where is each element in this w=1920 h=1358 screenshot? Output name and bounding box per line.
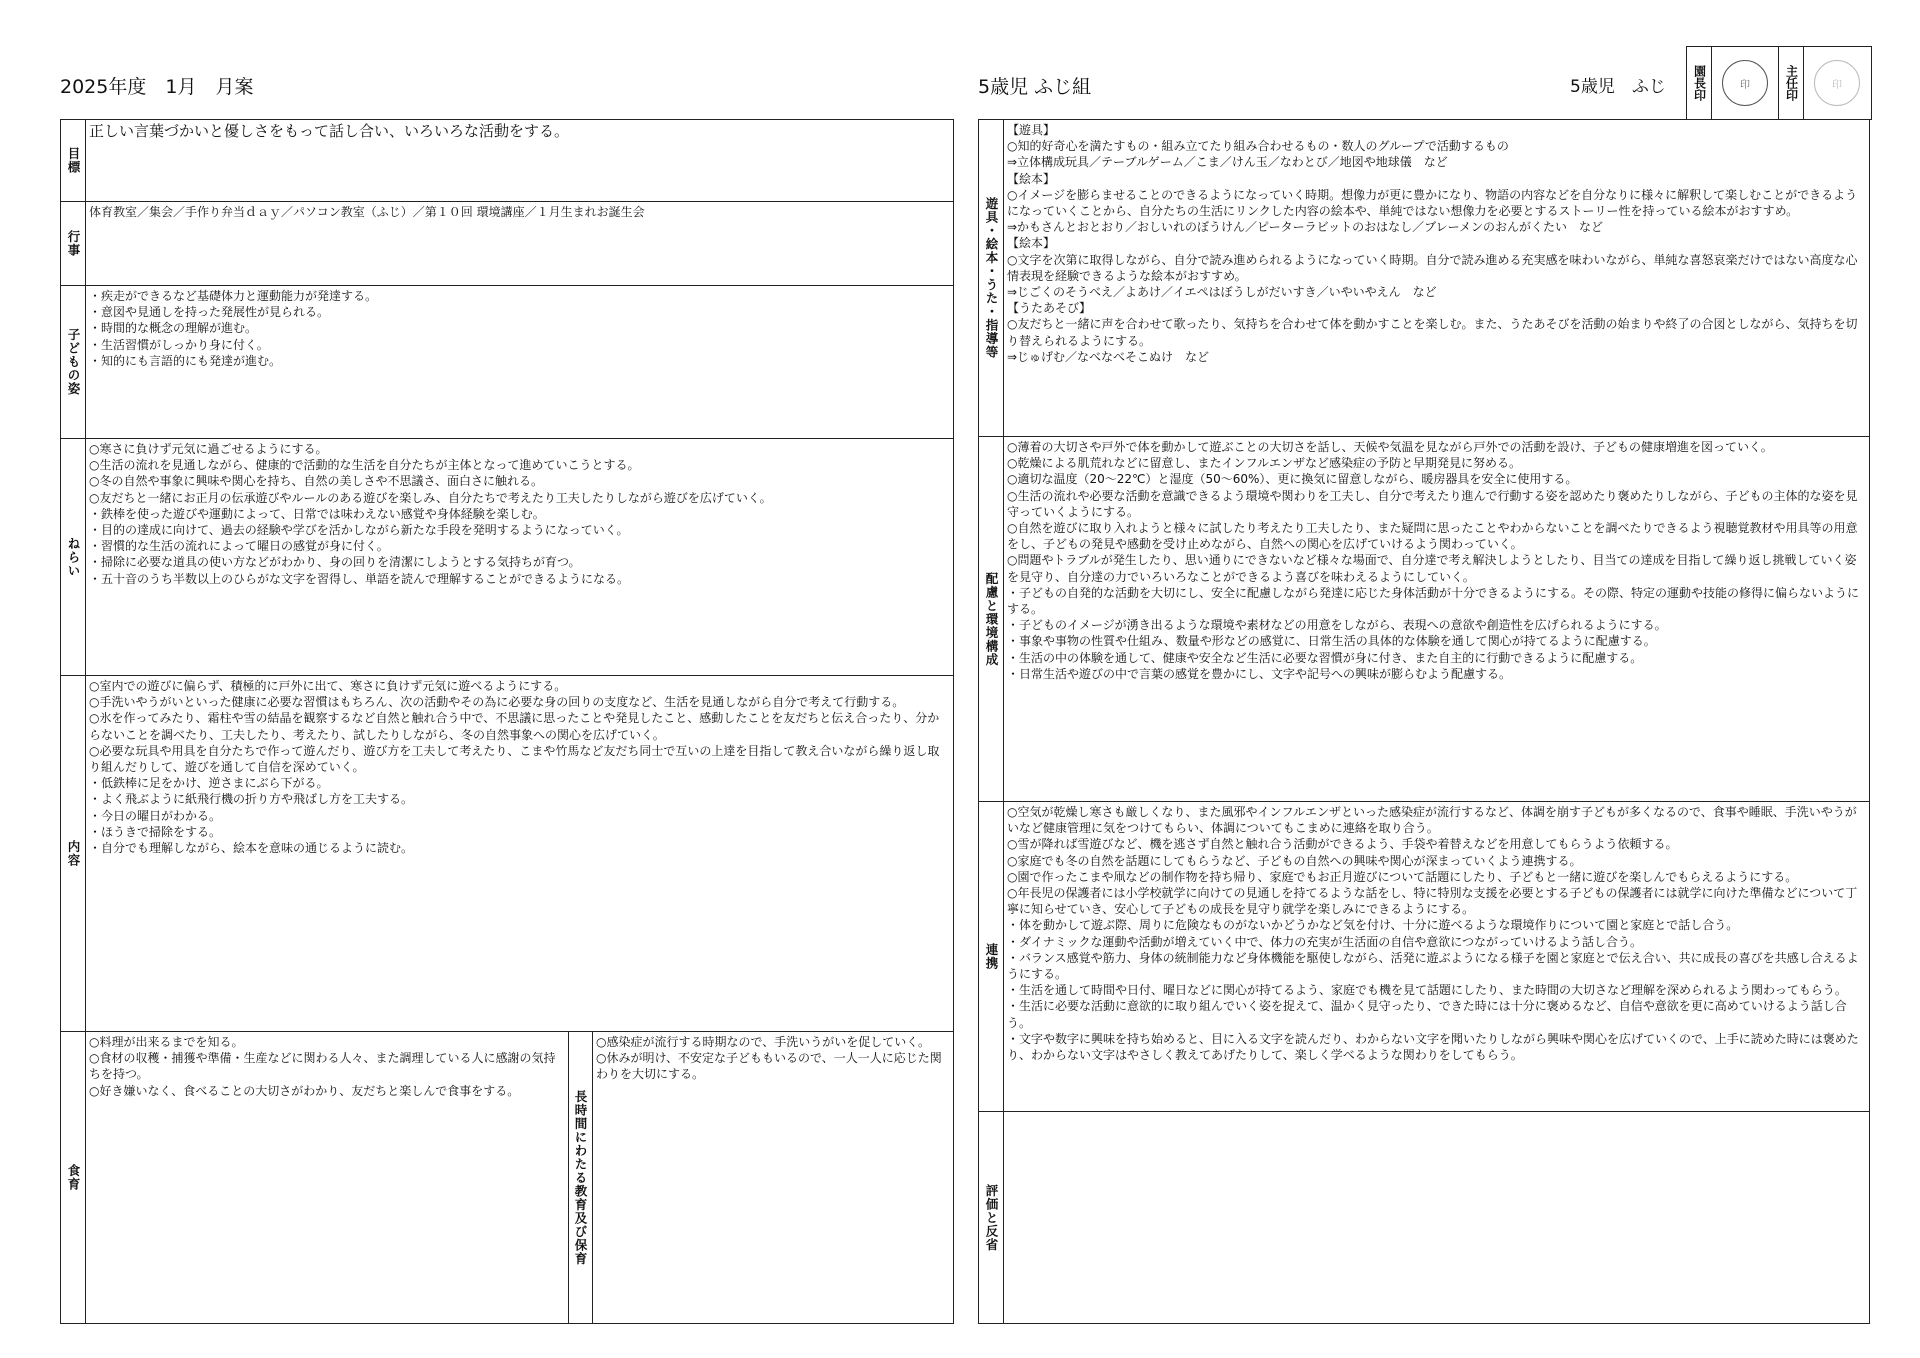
head-stamp-box bbox=[1804, 47, 1870, 119]
children-row bbox=[61, 286, 953, 439]
head-seal-icon: 印 bbox=[1814, 60, 1860, 106]
long-care-text: ○感染症が流行する時期なので、手洗いうがいを促していく。 ○休みが明け、不安定な子どももいるので、一人一人に応じた関わりを大切にする。 bbox=[596, 1035, 942, 1082]
food-label: 食育 bbox=[61, 1032, 86, 1323]
environment-row bbox=[979, 437, 1869, 802]
play-text: 【遊具】 ○知的好奇心を満たすもの・組み立てたり組み合わせるもの・数人のグループで活動するもの ⇒立体構成玩具／テーブルゲーム／こま／けん玉／なわとび／地図や地球儀 など 【絵本】 ○イメージを膨らませることのできるようになっていく時期。想像力が更に豊かになり、物語の内容などを自分なりに様々に解釈して楽しむことができるようになっていくことから、自分たちの生活にリンクした内容の絵本や、単純ではない想像力を必要とするストーリー性を持っている絵本がおすすめ。 ⇒かもさんとおとおり／おしいれのぼうけん／ピーターラビットのおはなし／ブレーメンのおんがくたい など 【絵本】 ○文字を次第に取得しながら、自分で読み進められるようになっていく時期。自分で読み進める充実感を味わいながら、単純な喜怒哀楽だけではない高度な心情表現を経験できるような絵本がおすすめ。 ⇒じごくのそうべえ／よあけ／イエペはぼうしがだいすき／いやいやえん など 【うたあそび】 ○友だちと一緒に声を合わせて歌ったり、気持ちを合わせて体を動かすことを楽しむ。また、うたあそびを活動の始まりや終了の合図としながら、気持ちを切り替えられるようにする。 ⇒じゅげむ／なべなべそこぬけ など bbox=[1007, 123, 1858, 364]
events-text: 体育教室／集会／手作り弁当ｄａｙ／パソコン教室（ふじ）／第１０回 環境講座／１月生まれお誕生会 bbox=[89, 205, 645, 219]
aims-label: ねらい bbox=[61, 439, 86, 675]
events-label: 行事 bbox=[61, 202, 86, 285]
evaluation-text[interactable] bbox=[1007, 1114, 1865, 1323]
long-care-label: 長時間にわたる教育及び保育 bbox=[568, 1032, 593, 1323]
page-title: 2025年度 1月 月案 bbox=[60, 76, 254, 98]
stamp-area bbox=[1686, 46, 1872, 120]
play-row bbox=[979, 120, 1869, 437]
content-label: 内容 bbox=[61, 676, 86, 1031]
food-text: ○料理が出来るまでを知る。 ○食材の収穫・捕獲や準備・生産などに関わる人々、また調理している人に感謝の気持ちを持つ。 ○好き嫌いなく、食べることの大切さがわかり、友だちと楽しんで食事をする。 bbox=[89, 1035, 556, 1098]
bottom-row bbox=[61, 1032, 953, 1323]
aims-text: ○寒さに負けず元気に過ごせるようにする。 ○生活の流れを見通しながら、健康的で活動的な生活を自分たちが主体となって進めていこうとする。 ○冬の自然や事象に興味や関心を持ち、自然の美しさや不思議さ、面白さに触れる。 ○友だちと一緒にお正月の伝承遊びやルールのある遊びを楽しみ、自分たちで考えたり工夫したりしながら遊びを広げていく。 ・鉄棒を使った遊びや運動によって、日常では味わえない感覚や身体経験を楽しむ。 ・目的の達成に向けて、過去の経験や学びを活かしながら新たな手段を発明するようになっていく。 ・習慣的な生活の流れによって曜日の感覚が身に付く。 ・掃除に必要な道具の使い方などがわかり、身の回りを清潔にしようとする気持ちが育つ。 ・五十音のうち半数以上のひらがな文字を習得し、単語を読んで理解することができるようになる。 bbox=[89, 442, 772, 586]
cooperation-row bbox=[979, 802, 1869, 1112]
principal-stamp-box bbox=[1712, 47, 1779, 119]
environment-text: ○薄着の大切さや戸外で体を動かして遊ぶことの大切さを話し、天候や気温を見ながら戸外での活動を設け、子どもの健康増進を図っていく。 ○乾燥による肌荒れなどに留意し、またインフルエンザなど感染症の予防と早期発見に努める。 ○適切な温度（20〜22℃）と湿度（50〜60%）、更に換気に留意しながら、暖房器具を安全に使用する。 ○生活の流れや必要な活動を意識できるよう環境や関わりを工夫し、自分で考えたり進んで行動する姿を認めたり褒めたりしながら、子どもの主体的な姿を見守っていくようにする。 ○自然を遊びに取り入れようと様々に試したり考えたり工夫したり、また疑問に思ったことやわからないことを調べたりできるよう視聴覚教材や用具等の用意をし、子どもの発見や感動を受け止めながら、自然への関心を広げていけるよう関わっていく。 ○問題やトラブルが発生したり、思い通りにできないなど様々な場面で、自分達で考え解決しようとしたり、目当ての達成を目指して繰り返し挑戦していく姿を見守り、自分達の力でいろいろなことができるよう喜びを味わえるようにしていく。 ・子どもの自発的な活動を大切にし、安全に配慮しながら発達に応じた身体活動が十分できるようにする。その際、特定の運動や技能の修得に偏らないようにする。 ・子どものイメージが湧き出るような環境や素材などの用意をしながら、表現への意欲や創造性を広げられるようにする。 ・事象や事物の性質や仕組み、数量や形などの感覚に、日常生活の具体的な体験を通して関心が持てるように配慮する。 ・生活の中の体験を通して、健康や安全など生活に必要な習慣が身に付き、また自主的に行動できるように配慮する。 ・日常生活や遊びの中で言葉の感覚を豊かにし、文字や記号への興味が膨らむよう配慮する。 bbox=[1007, 440, 1860, 681]
play-label: 遊具・絵本・うた・指導等 bbox=[979, 120, 1004, 436]
right-plan-panel bbox=[978, 119, 1870, 1324]
class-title: 5歳児 ふじ組 bbox=[978, 76, 1092, 98]
goal-row bbox=[61, 120, 953, 202]
cooperation-label: 連携 bbox=[979, 802, 1004, 1111]
evaluation-label: 評価と反省 bbox=[979, 1112, 1004, 1323]
class-short-title: 5歳児 ふじ bbox=[1570, 77, 1666, 97]
environment-label: 配慮と環境構成 bbox=[979, 437, 1004, 801]
evaluation-row bbox=[979, 1112, 1869, 1323]
head-stamp-label: 主任印 bbox=[1779, 47, 1804, 119]
goal-label: 目標 bbox=[61, 120, 86, 201]
children-text: ・疾走ができるなど基礎体力と運動能力が発達する。 ・意図や見通しを持った発展性が見られる。 ・時間的な概念の理解が進む。 ・生活習慣がしっかり身に付く。 ・知的にも言語的にも発達が進む。 bbox=[89, 289, 378, 368]
principal-seal-icon: 印 bbox=[1722, 60, 1768, 106]
principal-stamp-label: 園長印 bbox=[1687, 47, 1712, 119]
content-row bbox=[61, 676, 953, 1032]
aims-row bbox=[61, 439, 953, 676]
events-row bbox=[61, 202, 953, 286]
goal-text: 正しい言葉づかいと優しさをもって話し合い、いろいろな活動をする。 bbox=[89, 122, 570, 140]
left-plan-panel bbox=[60, 119, 954, 1324]
children-label: 子どもの姿 bbox=[61, 286, 86, 438]
cooperation-text: ○空気が乾燥し寒さも厳しくなり、また風邪やインフルエンザといった感染症が流行するなど、体調を崩す子どもが多くなるので、食事や睡眠、手洗いやうがいなど健康管理に気をつけてもらい、体調についてもこまめに連絡を取り合う。 ○雪が降れば雪遊びなど、機を逃さず自然と触れ合う活動ができるよう、手袋や着替えなどを用意してもらうよう依頼する。 ○家庭でも冬の自然を話題にしてもらうなど、子どもの自然への興味や関心が深まっていくよう連携する。 ○園で作ったこまや凧などの制作物を持ち帰り、家庭でもお正月遊びについて話題にしたり、子どもと一緒に遊びを楽しんでもらえるようにする。 ○年長児の保護者には小学校就学に向けての見通しを持てるような話をし、特に特別な支援を必要とする子どもの保護者には就学に向けた準備などについて丁寧に知らせていき、安心して子どもの成長を見守り就学を楽しみにできるようにする。 ・体を動かして遊ぶ際、周りに危険なものがないかどうかなど気を付け、十分に遊べるような環境作りについて園と家庭とで話し合う。 ・ダイナミックな運動や活動が増えていく中で、体力の充実が生活面の自信や意欲につながっていけるよう話し合う。 ・バランス感覚や筋力、身体の統制能力など身体機能を駆使しながら、活発に遊ぶようになる様子を園と家庭とで伝え合い、共に成長の喜びを共感し合えるようにする。 ・生活を通して時間や日付、曜日などに関心が持てるよう、家庭でも機を見て話題にしたり、また時間の大切さなど理解を深められるよう関わってもらう。 ・生活に必要な活動に意欲的に取り組んでいく姿を捉えて、温かく見守ったり、できた時には十分に褒めるなど、自信や意欲を更に高めていけるよう話し合う。 ・文字や数字に興味を持ち始めると、目に入る文字を読んだり、わからない文字を聞いたりしながら興味や関心を広げていくので、上手に読めた時には褒めたり、わからない文字はやさしく教えてあげたりして、楽しく学べるような関わりをしてもらう。 bbox=[1007, 805, 1859, 1063]
content-text: ○室内での遊びに偏らず、積極的に戸外に出て、寒さに負けず元気に遊べるようにする。 ○手洗いやうがいといった健康に必要な習慣はもちろん、次の活動やその為に必要な身の回りの支度など、生活を見通しながら自分で考えて行動する。 ○氷を作ってみたり、霜柱や雪の結晶を観察するなど自然と触れ合う中で、不思議に思ったことや発見したこと、感動したことを友だちと伝え合ったり、分からないことを調べたり、工夫したり、考えたり、試したりしながら、冬の自然事象への関心を広げていく。 ○必要な玩具や用具を自分たちで作って遊んだり、遊び方を工夫して考えたり、こまや竹馬など友だち同士で互いの上達を目指して教え合いながら繰り返し取り組んだりして、遊びを通して自信を深めていく。 ・低鉄棒に足をかけ、逆さまにぶら下がる。 ・よく飛ぶように紙飛行機の折り方や飛ばし方を工夫する。 ・今日の曜日がわかる。 ・ほうきで掃除をする。 ・自分でも理解しながら、絵本を意味の通じるように読む。 bbox=[89, 679, 940, 856]
